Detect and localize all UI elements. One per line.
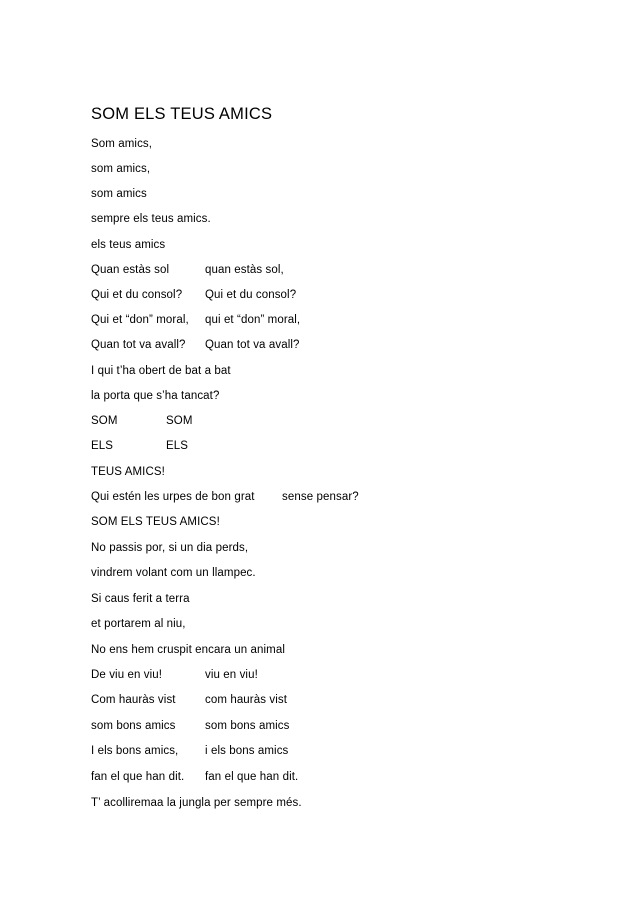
- text-line-second-column: ELS: [166, 440, 189, 452]
- text-line: et portarem al niu,: [91, 618, 186, 630]
- text-line-second-column: viu en viu!: [205, 669, 258, 681]
- text-line: Qui et “don” moral,: [91, 314, 189, 326]
- text-line: som bons amics: [91, 720, 176, 732]
- text-line: SOM: [91, 415, 118, 427]
- text-line: I els bons amics,: [91, 745, 179, 757]
- text-line: els teus amics: [91, 239, 166, 251]
- text-line: T’ acolliremaa la jungla per sempre més.: [91, 797, 302, 809]
- text-line: I qui t’ha obert de bat a bat: [91, 365, 231, 377]
- text-line: TEUS AMICS!: [91, 466, 165, 478]
- text-line-second-column: i els bons amics: [205, 745, 289, 757]
- text-line: ELS: [91, 440, 114, 452]
- text-line: Qui estén les urpes de bon grat: [91, 491, 255, 503]
- text-line: Si caus ferit a terra: [91, 593, 190, 605]
- text-line-second-column: qui et “don” moral,: [205, 314, 301, 326]
- text-line: sempre els teus amics.: [91, 213, 211, 225]
- text-line: vindrem volant com un llampec.: [91, 567, 256, 579]
- text-line: De viu en viu!: [91, 669, 163, 681]
- text-line: Com hauràs vist: [91, 694, 176, 706]
- text-line-second-column: fan el que han dit.: [205, 771, 299, 783]
- text-line: som amics: [91, 188, 147, 200]
- text-line-second-column: SOM: [166, 415, 193, 427]
- text-line-second-column: quan estàs sol,: [205, 264, 284, 276]
- text-line: Quan tot va avall?: [91, 339, 186, 351]
- text-line-second-column: som bons amics: [205, 720, 290, 732]
- text-line: fan el que han dit.: [91, 771, 185, 783]
- text-line: Qui et du consol?: [91, 289, 183, 301]
- document-title: SOM ELS TEUS AMICS: [91, 105, 273, 123]
- text-line: No ens hem cruspit encara un animal: [91, 644, 285, 656]
- text-line: SOM ELS TEUS AMICS!: [91, 516, 220, 528]
- text-line: la porta que s’ha tancat?: [91, 390, 220, 402]
- text-line: Som amics,: [91, 138, 153, 150]
- text-line: som amics,: [91, 163, 151, 175]
- text-line: No passis por, si un dia perds,: [91, 542, 249, 554]
- text-line: Quan estàs sol: [91, 264, 170, 276]
- text-line-second-column: sense pensar?: [282, 491, 359, 503]
- text-line-second-column: Qui et du consol?: [205, 289, 297, 301]
- text-line-second-column: com hauràs vist: [205, 694, 288, 706]
- text-line-second-column: Quan tot va avall?: [205, 339, 300, 351]
